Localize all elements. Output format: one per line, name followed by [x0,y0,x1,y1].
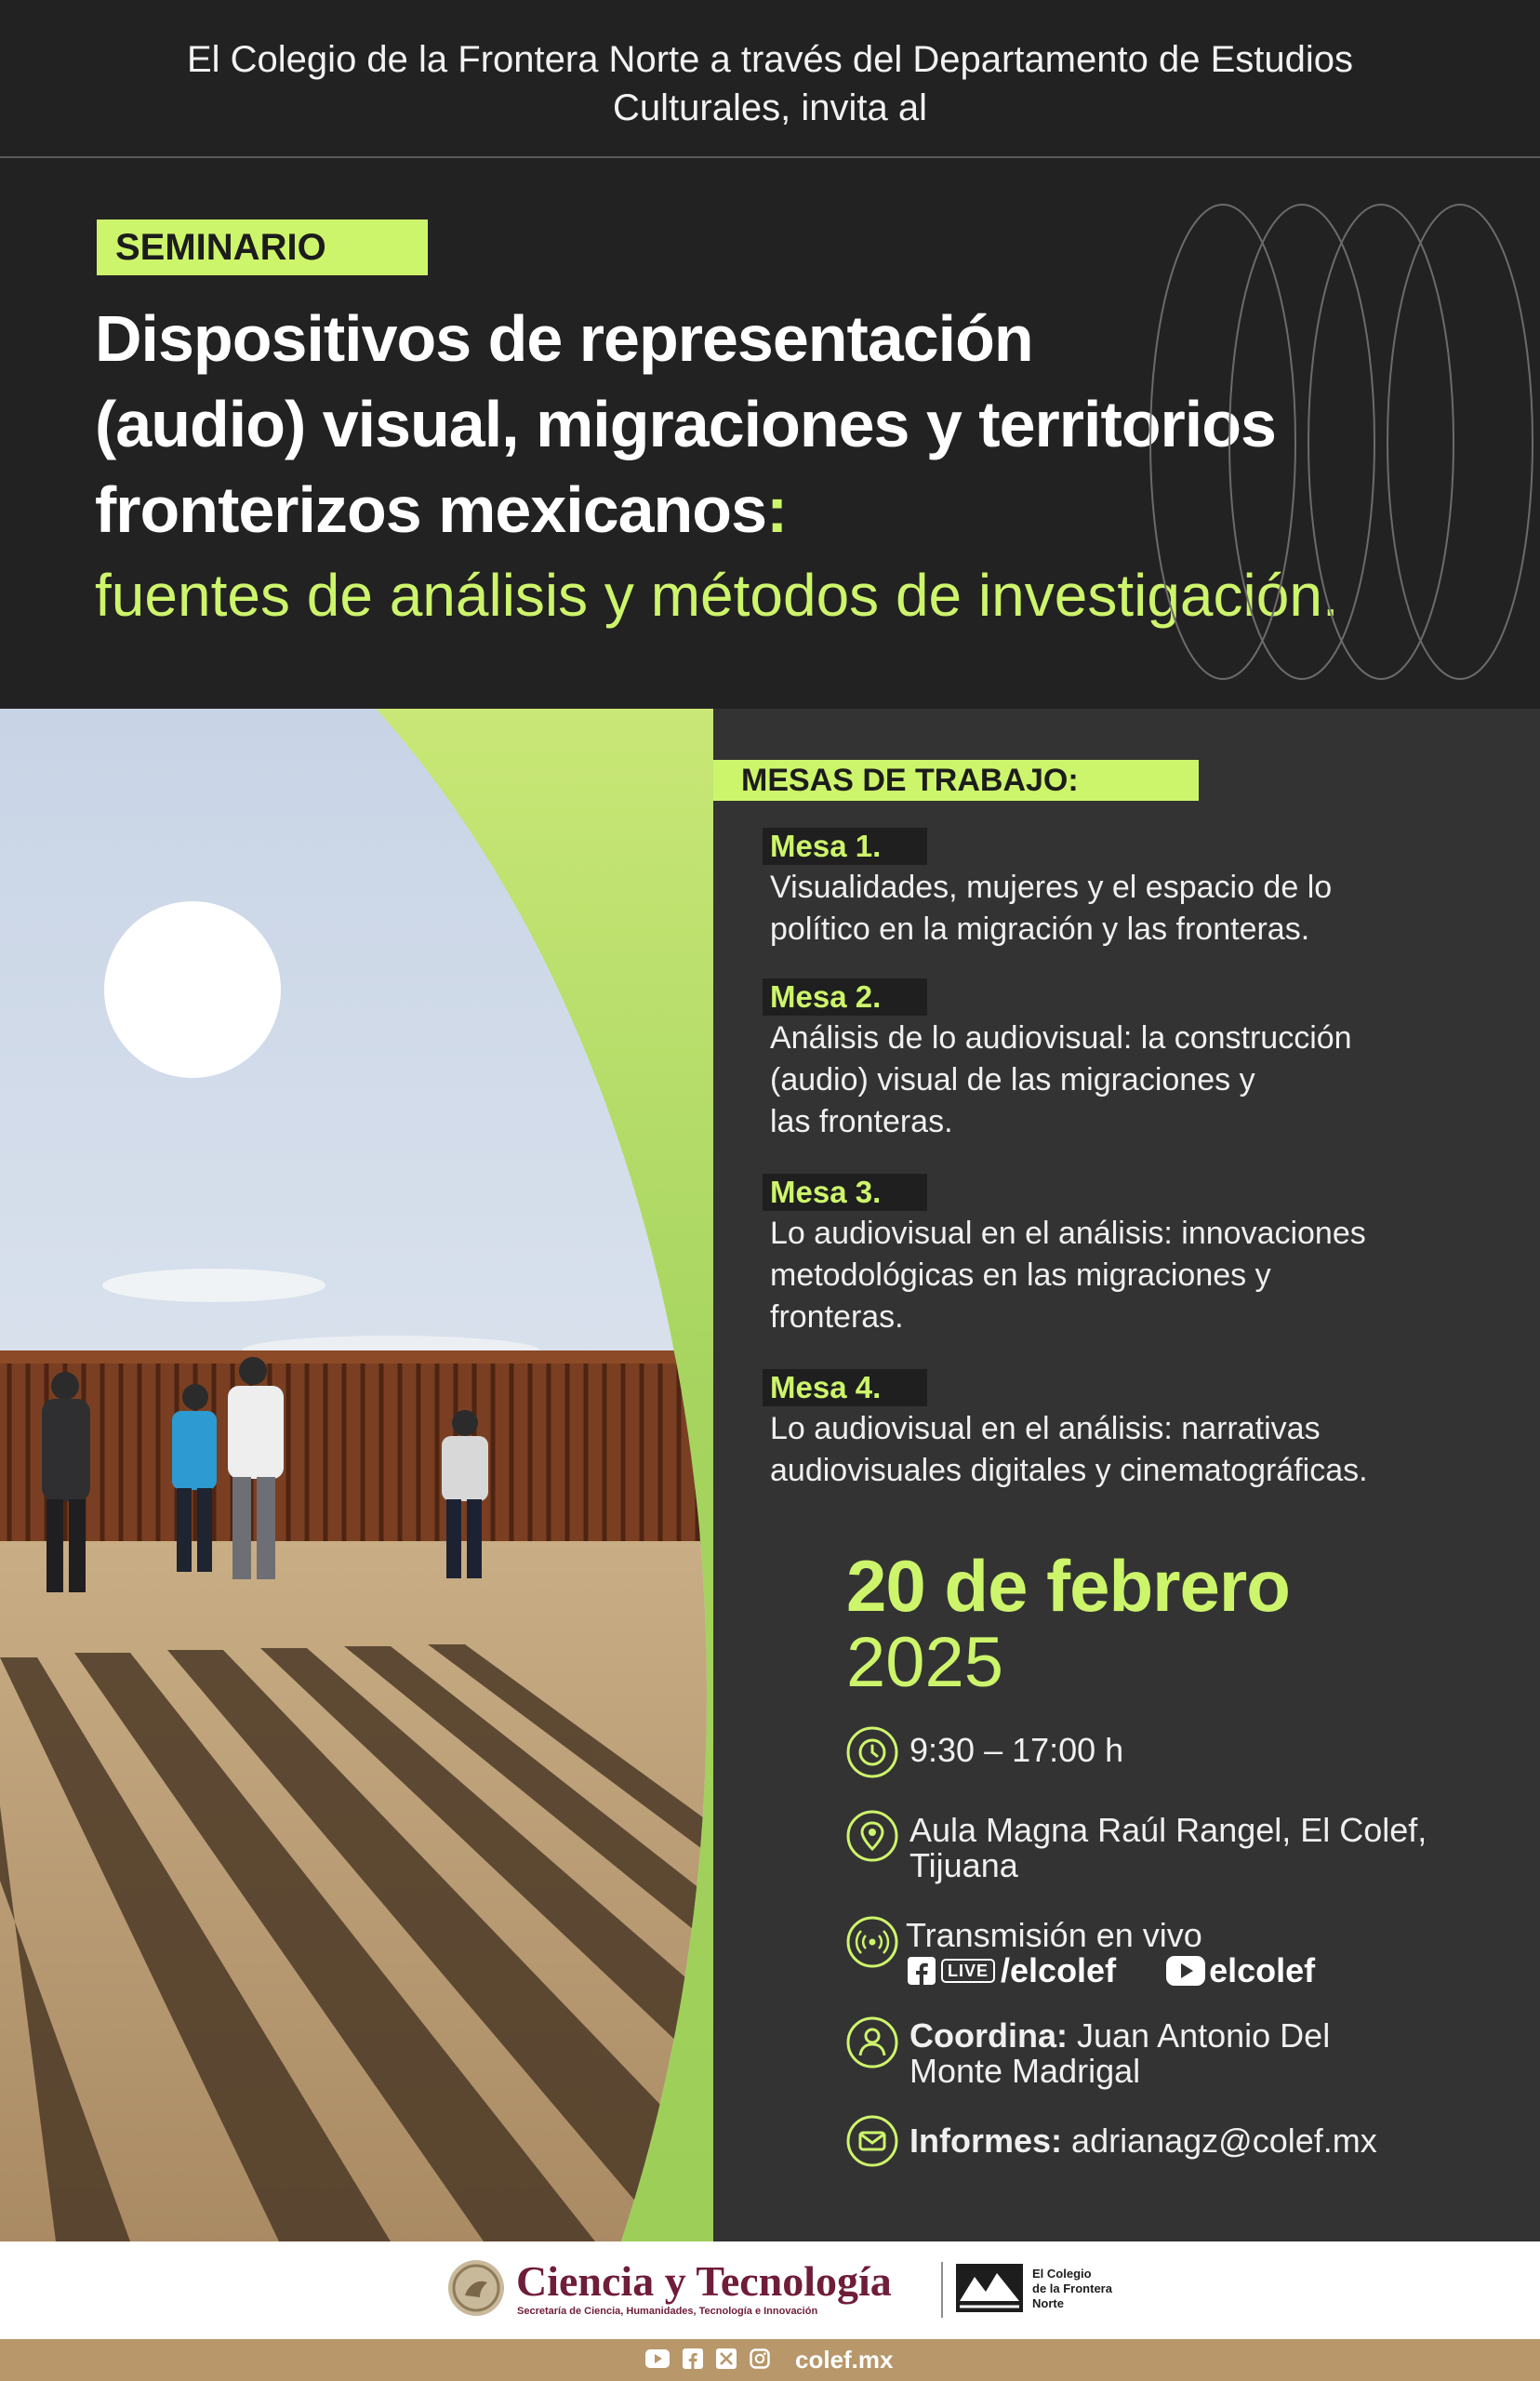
mesa-desc-line: las fronteras. [770,1104,953,1139]
mesa-desc-line: Lo audiovisual en el análisis: narrativas [770,1411,1321,1446]
mesa-description [770,1408,1514,1492]
decorative-rings [1148,200,1539,684]
mesa-desc-line: Visualidades, mujeres y el espacio de lo [770,870,1333,905]
mesa-description [770,1213,1514,1338]
person-icon [846,2016,898,2068]
venue-line-1: Aula Magna Raúl Rangel, El Colef, [909,1811,1427,1849]
venue-text [909,1813,1427,1883]
title-line-2: (audio) visual, migraciones y territorios [95,388,1276,460]
broadcast-icon [846,1916,898,1968]
intro-text [112,35,1428,132]
mesa-item-1 [770,828,1514,951]
mesa-label: Mesa 3. [763,1174,927,1211]
mesa-label: Mesa 4. [763,1369,927,1406]
clock-icon [846,1726,898,1778]
youtube-icon[interactable] [645,2349,670,2368]
photo-panel [0,709,713,2241]
sun-circle [104,901,281,1078]
stream-label: Transmisión en vivo [906,1916,1202,1954]
mesa-description [770,1018,1514,1143]
informes-text [909,2123,1377,2159]
colef-line-1: El Colegio [1032,2267,1092,2281]
footer-divider [941,2262,943,2318]
seminario-badge: SEMINARIO [97,219,428,275]
border-wall-photo [0,709,713,2241]
title-line-3-text: fronterizos mexicanos [95,473,766,546]
mesa-desc-line: político en la migración y las fronteras. [770,911,1310,947]
mesa-desc-line: audiovisuales digitales y cinematográficas. [770,1453,1368,1488]
footer-social-icons [645,2348,770,2369]
ring-2 [1229,205,1374,679]
facebook-handle[interactable]: /elcolef [1001,1951,1117,1989]
event-year: 2025 [846,1623,1004,1702]
mesa-desc-line: (audio) visual de las migraciones y [770,1062,1255,1097]
email-icon [846,2115,898,2167]
coordina-text [909,2018,1330,2089]
facebook-icon[interactable] [683,2348,703,2369]
colef-logo-icon [956,2264,1023,2312]
mesa-desc-line: metodológicas en las migraciones y [770,1257,1271,1293]
mesa-desc-line: Análisis de lo audiovisual: la construcción [770,1020,1352,1056]
informes-email[interactable]: adrianagz@colef.mx [1071,2122,1377,2160]
social-handles [908,1951,1315,1990]
ciencia-tecnologia-logo: Ciencia y Tecnología [516,2257,892,2305]
coordina-value-1: Juan Antonio Del [1077,2016,1331,2055]
youtube-icon[interactable] [1166,1956,1205,1986]
ciencia-subtitle: Secretaría de Ciencia, Humanidades, Tecnología e Innovación [517,2306,818,2317]
ring-1 [1150,205,1295,679]
coordina-line-1 [909,2018,1330,2054]
instagram-icon[interactable] [750,2348,770,2369]
colef-line-3: Norte [1032,2296,1064,2310]
mesa-label: Mesa 2. [763,978,927,1016]
colef-line-2: de la Frontera [1032,2281,1112,2295]
mesa-description [770,867,1514,951]
time-text: 9:30 – 17:00 h [909,1731,1124,1769]
mesa-label: Mesa 1. [763,828,927,865]
mesa-item-2 [770,978,1514,1143]
coordina-label: Coordina: [909,2016,1068,2055]
location-pin-icon [846,1810,898,1862]
mesas-header: MESAS DE TRABAJO: [713,760,1199,801]
ring-3 [1308,205,1454,679]
venue-line-2: Tijuana [909,1846,1018,1884]
title-colon: : [766,473,788,546]
mesa-desc-line: fronteras. [770,1299,904,1335]
informes-label: Informes: [909,2122,1063,2160]
coordina-value-2: Monte Madrigal [909,2052,1141,2090]
mexico-seal-icon [446,2258,506,2318]
mesa-desc-line: Lo audiovisual en el análisis: innovaciones [770,1216,1366,1251]
intro-line-2: Culturales, invita al [613,87,927,128]
event-subtitle: fuentes de análisis y métodos de investigación. [95,562,1339,629]
mesa-item-3 [770,1174,1514,1338]
colef-logo-text [1032,2267,1116,2311]
title-line-1: Dispositivos de representación [95,302,1033,375]
facebook-icon[interactable] [908,1957,936,1985]
intro-line-1: El Colegio de la Frontera Norte a través del Departamento de Estudios [186,39,1353,80]
x-twitter-icon[interactable] [716,2348,737,2369]
footer-social-bar [0,2339,1540,2381]
header-divider [0,156,1540,158]
youtube-handle[interactable]: elcolef [1209,1951,1316,1989]
footer-url[interactable]: colef.mx [795,2346,894,2374]
mesa-item-4 [770,1369,1514,1492]
ring-4 [1387,205,1533,679]
live-badge: LIVE [941,1959,995,1983]
event-date: 20 de febrero [846,1545,1290,1627]
